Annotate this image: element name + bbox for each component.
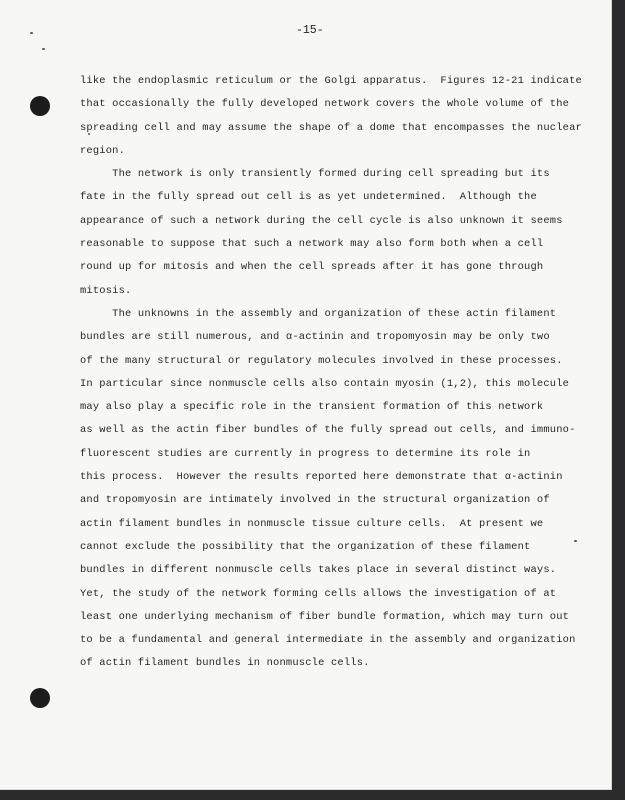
text-line: and tropomyosin are intimately involved in the structural organization of bbox=[80, 494, 550, 507]
text-line: mitosis. bbox=[80, 284, 132, 297]
text-line: cannot exclude the possibility that the organization of these filament bbox=[80, 540, 531, 553]
paper-speck bbox=[30, 32, 33, 34]
text-line: may also play a specific role in the transient formation of this network bbox=[80, 401, 544, 414]
text-line: that occasionally the fully developed network covers the whole volume of the bbox=[80, 98, 570, 111]
text-line: round up for mitosis and when the cell spreads after it has gone through bbox=[80, 261, 544, 274]
text-line: fluorescent studies are currently in progress to determine its role in bbox=[80, 447, 531, 460]
paragraph-2 bbox=[80, 163, 563, 303]
page-number: -15- bbox=[296, 24, 324, 37]
text-line: reasonable to suppose that such a network may also form both when a cell bbox=[80, 238, 544, 251]
text-line: appearance of such a network during the cell cycle is also unknown it seems bbox=[80, 214, 563, 227]
text-line: The unknowns in the assembly and organization of these actin filament bbox=[80, 307, 557, 320]
text-line: of the many structural or regulatory molecules involved in these processes. bbox=[80, 354, 563, 367]
text-line: Yet, the study of the network forming cells allows the investigation of at bbox=[80, 587, 557, 600]
paragraph-3 bbox=[80, 303, 576, 676]
text-line: like the endoplasmic reticulum or the Golgi apparatus. Figures 12-21 indicate bbox=[80, 75, 582, 87]
text-line: The network is only transiently formed during cell spreading but its bbox=[80, 168, 550, 181]
text-line: bundles are still numerous, and α-actinin and tropomyosin may be only two bbox=[80, 331, 550, 344]
punch-hole-top bbox=[30, 96, 50, 116]
text-line: as well as the actin fiber bundles of the fully spread out cells, and immuno- bbox=[80, 424, 576, 437]
text-line: actin filament bundles in nonmuscle tissue culture cells. At present we bbox=[80, 517, 544, 530]
text-line: of actin filament bundles in nonmuscle cells. bbox=[80, 657, 370, 670]
paper-speck bbox=[574, 540, 577, 542]
body-text bbox=[80, 70, 582, 676]
text-line: bundles in different nonmuscle cells takes place in several distinct ways. bbox=[80, 564, 557, 577]
paragraph-1 bbox=[80, 70, 582, 163]
text-line: this process. However the results reported here demonstrate that α-actinin bbox=[80, 471, 563, 484]
text-line: In particular since nonmuscle cells also contain myosin (1,2), this molecule bbox=[80, 377, 570, 390]
punch-hole-bottom bbox=[30, 688, 50, 708]
text-line: to be a fundamental and general intermediate in the assembly and organization bbox=[80, 634, 576, 647]
paper-speck bbox=[42, 48, 45, 50]
text-line: least one underlying mechanism of fiber bundle formation, which may turn out bbox=[80, 610, 570, 623]
text-line: fate in the fully spread out cell is as yet undetermined. Although the bbox=[80, 191, 537, 204]
text-line: spreading cell and may assume the shape of a dome that encompasses the nuclear bbox=[80, 121, 582, 134]
text-line: region. bbox=[80, 144, 126, 157]
